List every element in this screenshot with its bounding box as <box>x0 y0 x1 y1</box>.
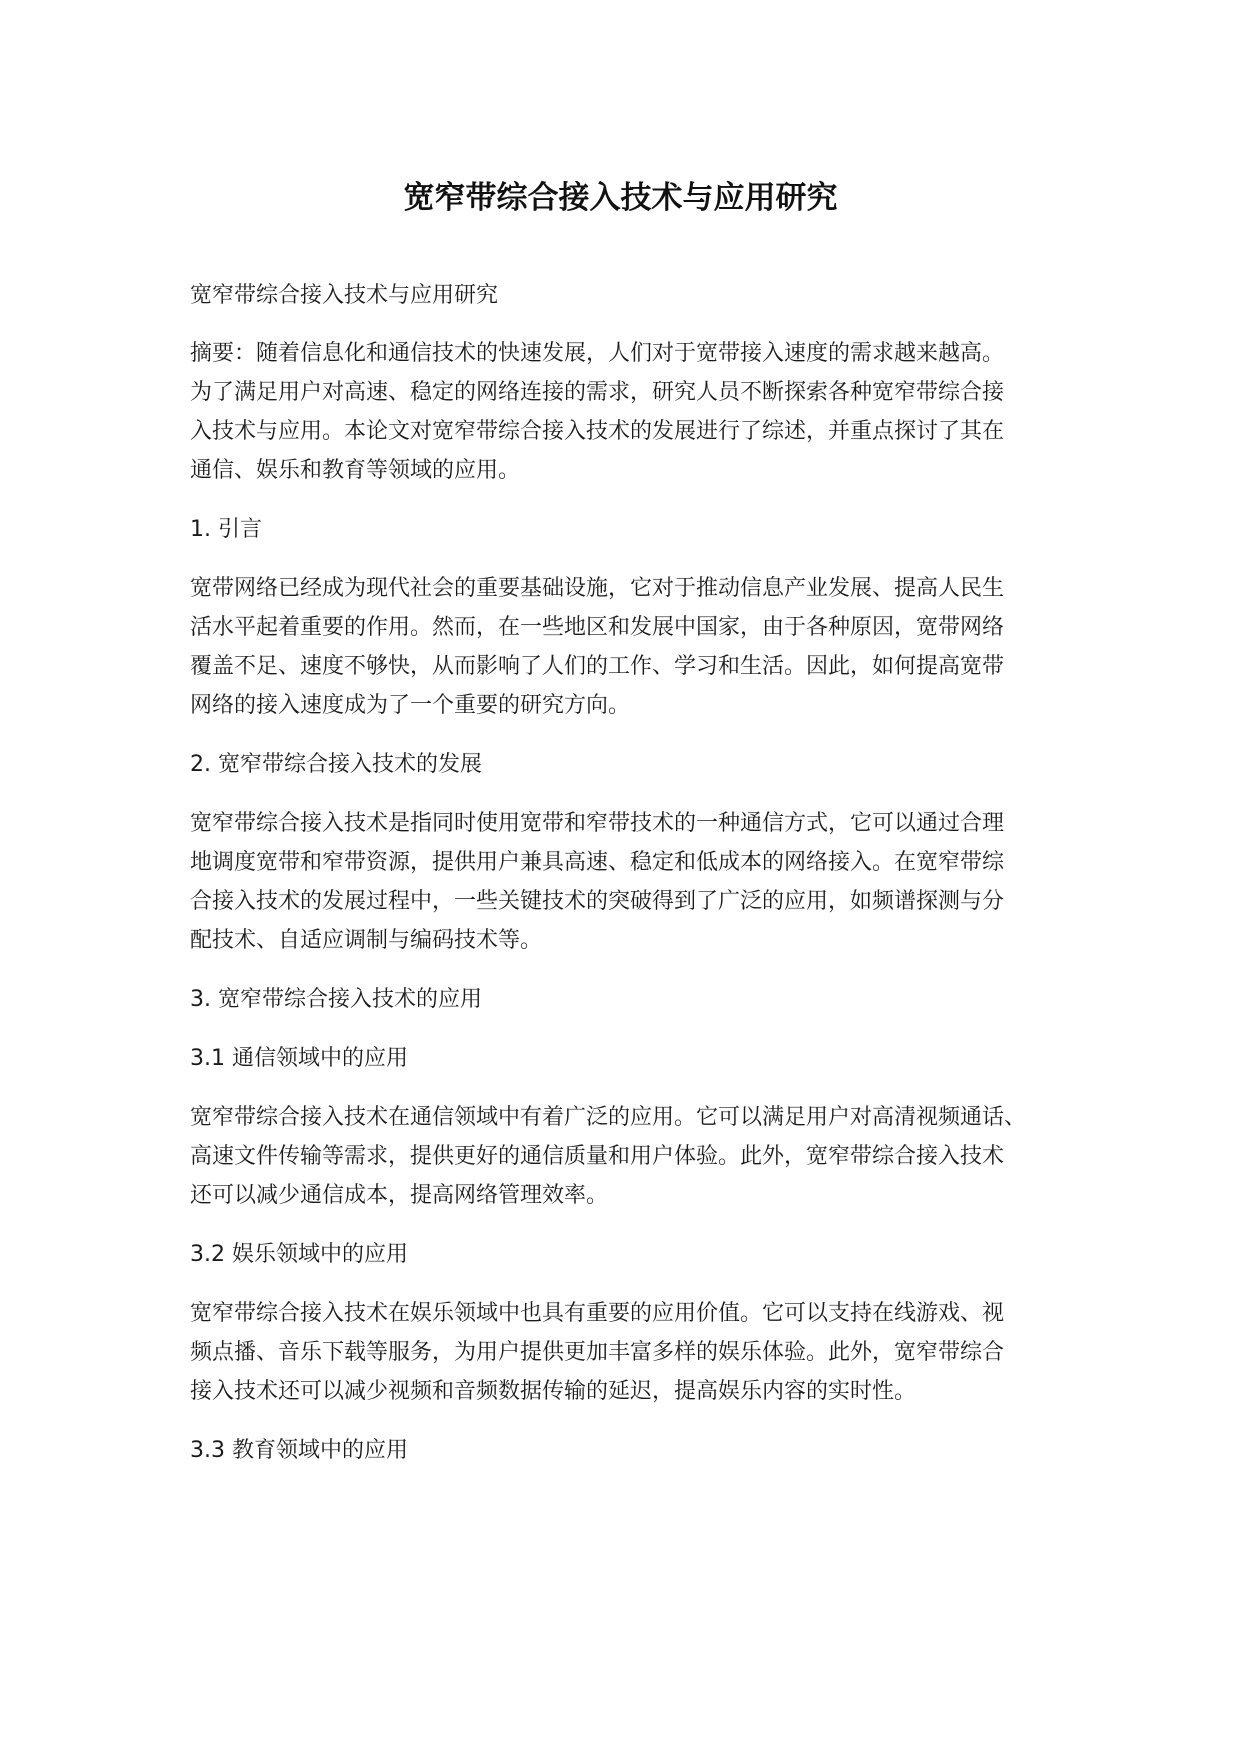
section-heading-applications: 3. 宽窄带综合接入技术的应用 <box>190 987 482 1012</box>
page-title: 宽窄带综合接入技术与应用研究 <box>403 180 838 216</box>
paragraph-line: 配技术、自适应调制与编码技术等。 <box>190 928 543 953</box>
abstract-line: 入技术与应用。本论文对宽窄带综合接入技术的发展进行了综述，并重点探讨了其在 <box>190 419 1005 444</box>
paragraph-line: 频点播、音乐下载等服务，为用户提供更加丰富多样的娱乐体验。此外，宽窄带综合 <box>190 1340 1005 1365</box>
section-heading-development: 2. 宽窄带综合接入技术的发展 <box>190 752 482 777</box>
paragraph-line: 合接入技术的发展过程中，一些关键技术的突破得到了广泛的应用，如频谱探测与分 <box>190 889 1005 914</box>
paragraph-line: 高速文件传输等需求，提供更好的通信质量和用户体验。此外，宽窄带综合接入技术 <box>190 1144 1005 1169</box>
subsection-heading-communication: 3.1 通信领域中的应用 <box>190 1046 408 1071</box>
paragraph-line: 地调度宽带和窄带资源，提供用户兼具高速、稳定和低成本的网络接入。在宽窄带综 <box>190 850 1005 875</box>
paragraph-line: 覆盖不足、速度不够快，从而影响了人们的工作、学习和生活。因此，如何提高宽带 <box>190 654 1005 679</box>
subsection-heading-entertainment: 3.2 娱乐领域中的应用 <box>190 1242 408 1267</box>
abstract-line: 为了满足用户对高速、稳定的网络连接的需求，研究人员不断探索各种宽窄带综合接 <box>190 380 1005 405</box>
paragraph-line: 宽窄带综合接入技术是指同时使用宽带和窄带技术的一种通信方式，它可以通过合理 <box>190 811 1005 836</box>
paragraph-line: 接入技术还可以减少视频和音频数据传输的延迟，提高娱乐内容的实时性。 <box>190 1379 917 1404</box>
paragraph-line: 宽窄带综合接入技术在通信领域中有着广泛的应用。它可以满足用户对高清视频通话、 <box>190 1105 1027 1130</box>
paragraph-line: 宽窄带综合接入技术在娱乐领域中也具有重要的应用价值。它可以支持在线游戏、视 <box>190 1301 1005 1326</box>
subtitle: 宽窄带综合接入技术与应用研究 <box>190 283 499 308</box>
abstract-line: 摘要：随着信息化和通信技术的快速发展，人们对于宽带接入速度的需求越来越高。 <box>190 341 1005 366</box>
paragraph-line: 宽带网络已经成为现代社会的重要基础设施，它对于推动信息产业发展、提高人民生 <box>190 576 1005 601</box>
subsection-heading-education: 3.3 教育领域中的应用 <box>190 1438 408 1463</box>
abstract-line: 通信、娱乐和教育等领域的应用。 <box>190 458 521 483</box>
paragraph-line: 网络的接入速度成为了一个重要的研究方向。 <box>190 693 631 718</box>
paragraph-line: 还可以减少通信成本，提高网络管理效率。 <box>190 1183 609 1208</box>
paragraph-line: 活水平起着重要的作用。然而，在一些地区和发展中国家，由于各种原因，宽带网络 <box>190 615 1005 640</box>
section-heading-intro: 1. 引言 <box>190 517 262 542</box>
